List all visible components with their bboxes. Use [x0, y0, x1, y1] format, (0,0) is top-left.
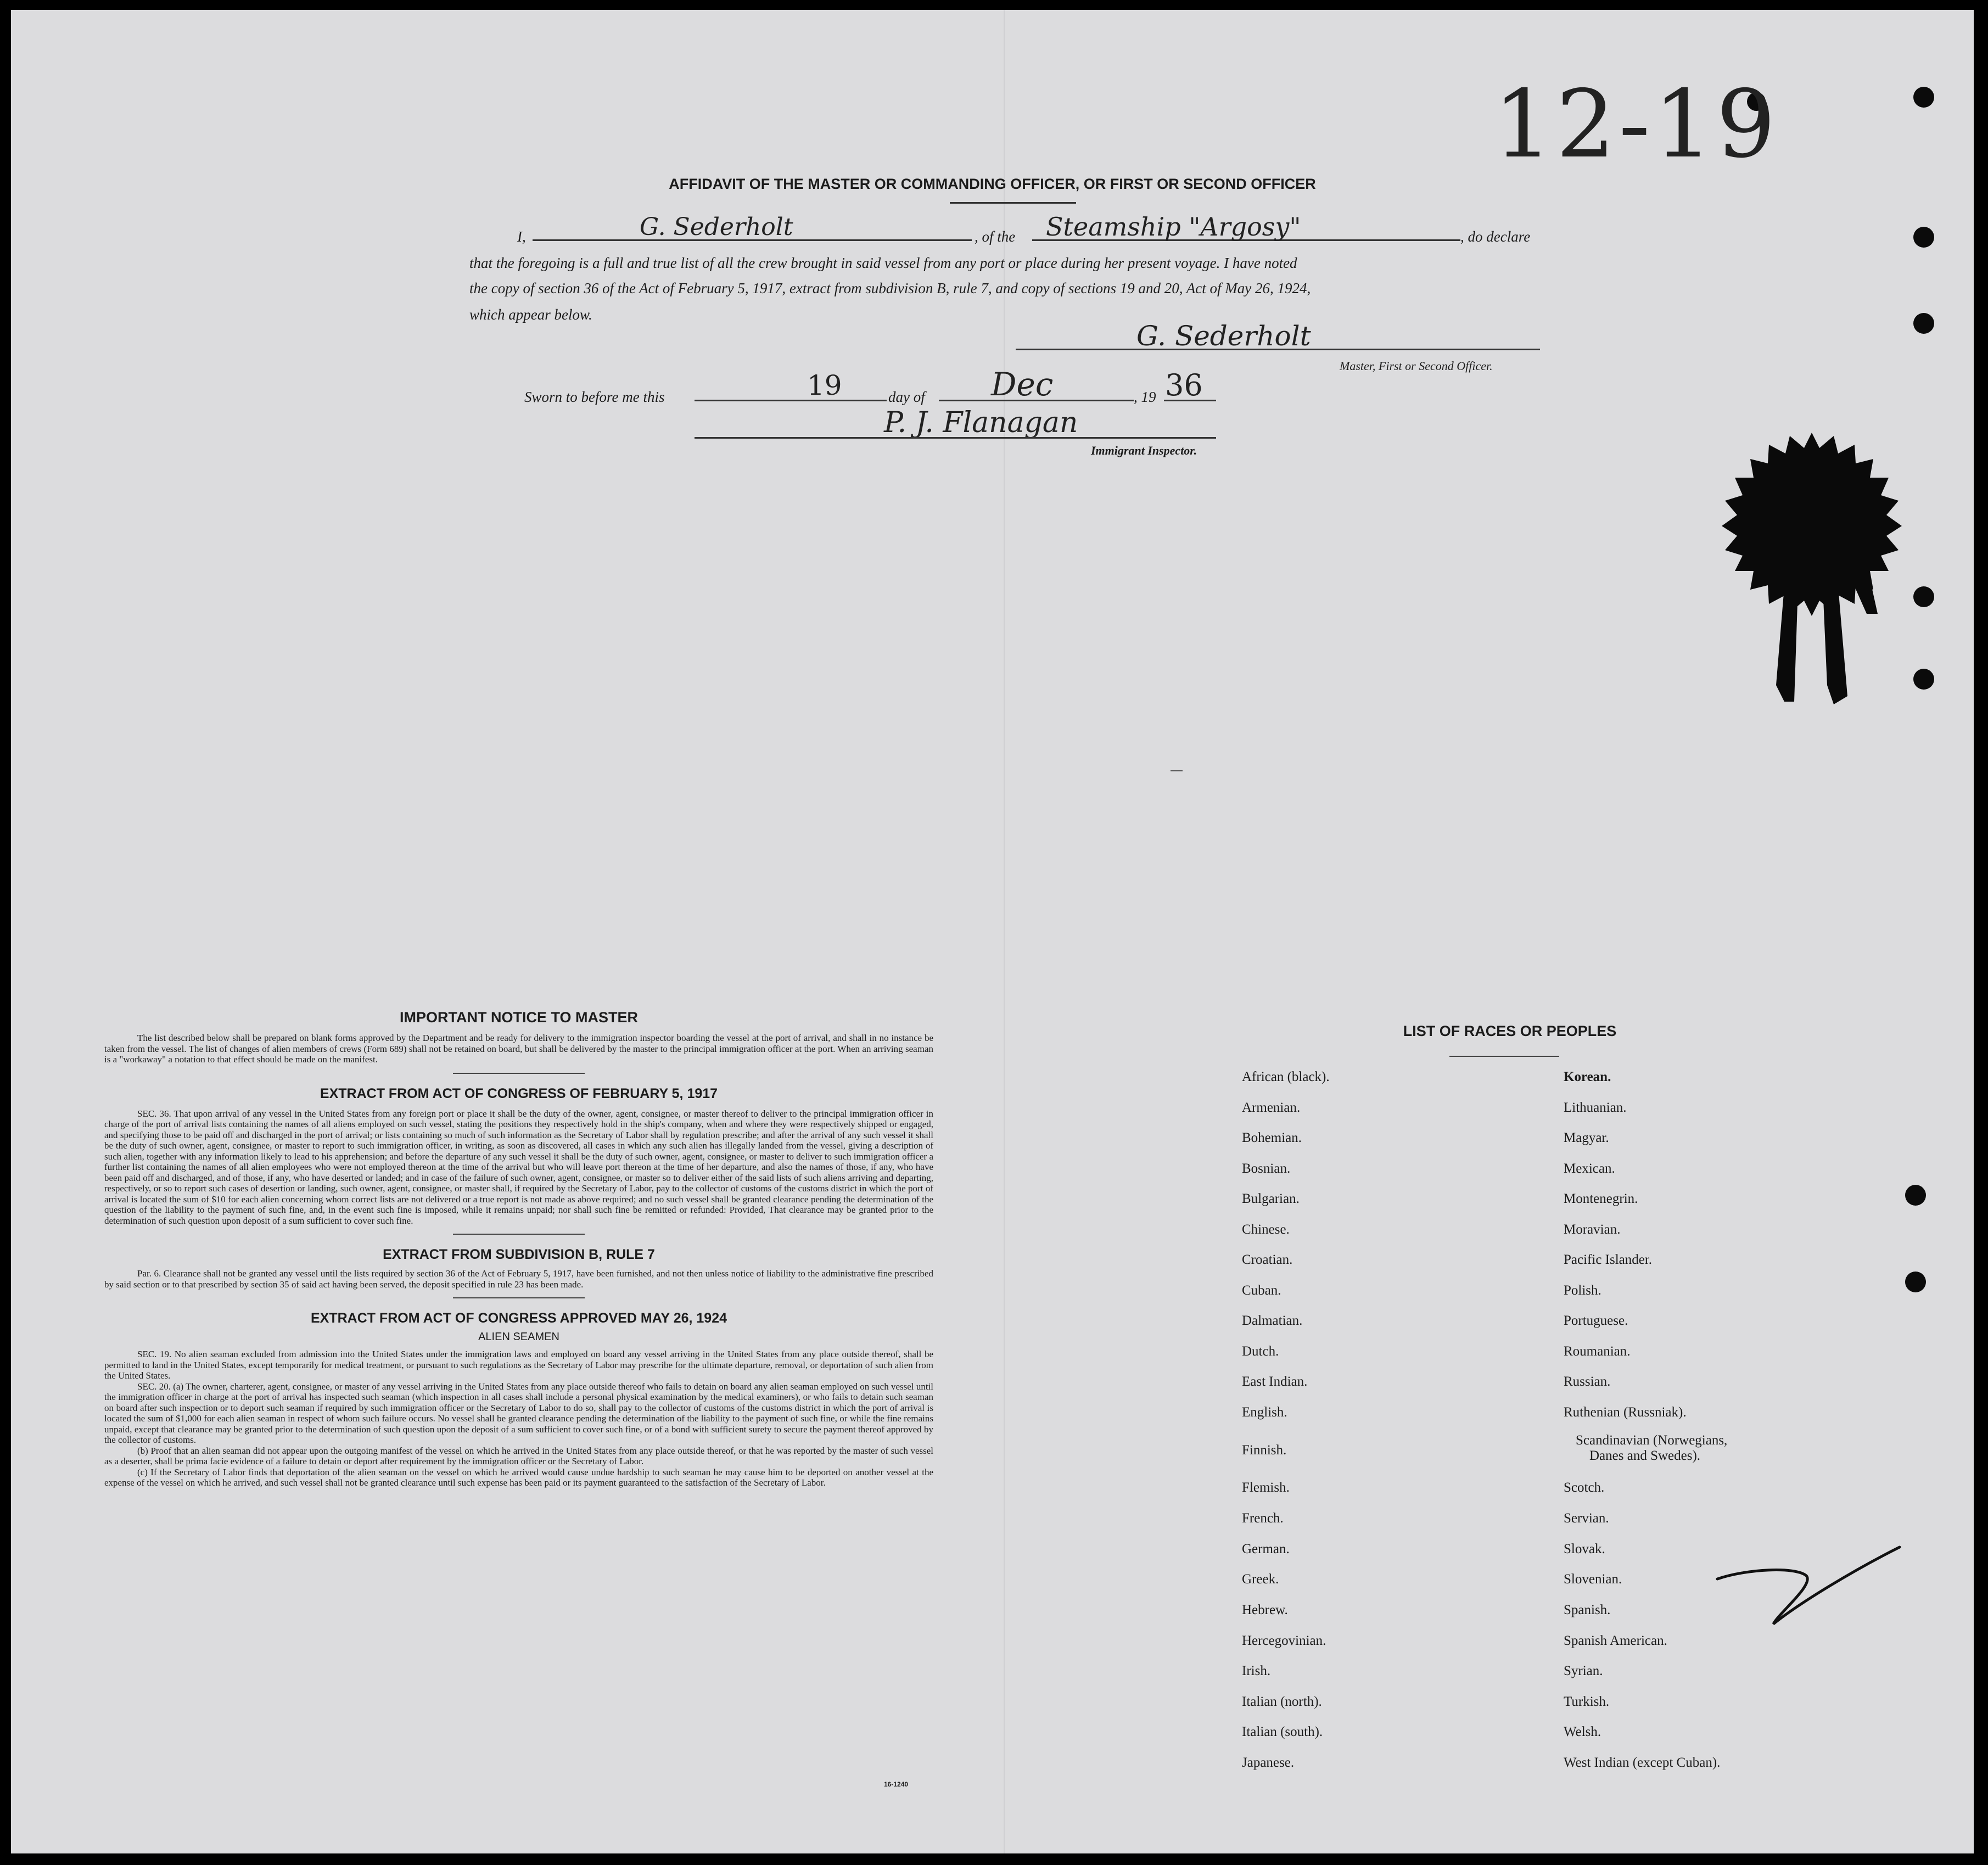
race-item: Bohemian. — [1242, 1130, 1302, 1145]
race-item: Bulgarian. — [1242, 1191, 1300, 1206]
race-item: English. — [1242, 1405, 1287, 1420]
race-item: Cuban. — [1242, 1283, 1281, 1298]
race-item: Ruthenian (Russniak). — [1564, 1405, 1687, 1420]
do-declare-text: , do declare — [1460, 228, 1531, 245]
sec20c-text: (c) If the Secretary of Labor finds that deportation of the alien seaman on the vessel on which he arrived would cause undue hardship to such seaman he may cause him to be deported on another vessel at the expense of the vessel on which he arrived, and such vessel shall not be granted clearance until such expense has been paid or its payment guaranteed to the satisfaction of the Secretary of Labor. — [104, 1466, 933, 1488]
vessel-line-overbar — [950, 202, 1076, 204]
binder-hole — [1905, 1185, 1926, 1206]
race-item: Portuguese. — [1564, 1313, 1628, 1328]
binder-hole — [1913, 87, 1934, 108]
race-item: West Indian (except Cuban). — [1564, 1755, 1721, 1770]
race-item: Irish. — [1242, 1664, 1271, 1678]
stray-mark — [1171, 765, 1183, 771]
race-item: Moravian. — [1564, 1222, 1621, 1237]
sec19-text: SEC. 19. No alien seaman excluded from admission into the United States under the immigration laws and employed on board any vessel arriving in the United States from any place outside thereof, shall be permitted to land in the United States, except temporarily for medical treatment, or pursuant to such regulations as the Secretary of Labor may prescribe for the ultimate departure, removal, or deportation of such alien from the United States. — [104, 1349, 933, 1381]
race-item: Spanish American. — [1564, 1633, 1667, 1648]
sworn-day-handwritten: 19 — [807, 369, 842, 401]
of-the-text: , of the — [975, 228, 1016, 245]
race-item: Korean. — [1564, 1069, 1611, 1084]
master-name-handwritten: G. Sederholt — [640, 213, 793, 241]
extract-1924-subtitle: ALIEN SEAMEN — [478, 1331, 559, 1343]
affidavit-body-line-3: which appear below. — [469, 306, 592, 323]
race-item: Mexican. — [1564, 1161, 1615, 1176]
race-item: Italian (north). — [1242, 1694, 1322, 1709]
separator-rule — [453, 1073, 585, 1074]
extract-1917-text: SEC. 36. That upon arrival of any vessel in the United States from any foreign port or place it shall be the duty of the owner, agent, consignee, or master thereof to deliver to the principal immigration officer in charge of the port of arrival lists containing the names of all aliens employed on such vessel, stating the positions they respectively hold in the ship's company, when and where they were respectively shipped or engaged, and specifying those to be paid off and discharged in the port of arrival; or lists containing so much of such information as the Secretary of Labor shall by regulation prescribe; and after the arrival of any such vessel it shall be the duty of such owner, agent, consignee, or master to report to such immigration officer, in writing, as soon as discovered, all cases in which any such alien has illegally landed from the vessel, giving a description of such alien, together with any information likely to lead to his apprehension; and before the departure of any such vessel it shall be the duty of such owner, agent, consignee, or master to deliver to such immigration officer a further list containing the names of all alien employees who were not employed thereon at the time of the arrival but who will leave port thereon at the time of her departure, and also the names of those, if any, who have been paid off and discharged, and of those, if any, who have deserted or landed; and in case of the failure of such owner, agent, consignee, or master so to deliver either of the said lists of such aliens arriving and departing, respectively, or so to report such cases of desertion or landing, such owner, agent, consignee, or master shall, if required by the Secretary of Labor, pay to the collector of customs of the customs district in which the port of arrival is located the sum of $10 for each alien concerning whom correct lists are not delivered or a true report is not made as above required; and no such vessel shall be granted clearance pending the determination of the question of the liability to the payment of such fine, and, in the event such fine is imposed, while it remains unpaid; nor shall such fine be remitted or refunded: Provided, That clearance may be granted prior to the determination of such question upon deposit of a sum sufficient to cover such fine. — [104, 1108, 933, 1226]
separator-rule — [453, 1234, 585, 1235]
file-number: 12-19 — [1493, 70, 1779, 179]
race-item: Pacific Islander. — [1564, 1252, 1653, 1267]
binder-hole — [1913, 227, 1934, 248]
affidavit-body-line-1: that the foregoing is a full and true list of all the crew brought in said vessel from any port or place during her present voyage. I have noted — [469, 255, 1297, 271]
important-notice-text: The list described below shall be prepared on blank forms approved by the Department and be ready for delivery to the immigration inspector boarding the vessel at the port of arrival, and shall in no instance be taken from the vessel. The list of changes of alien members of crews (Form 689) shall not be retained on board, but shall be delivered by the master to the principal immigration officer at the port. When an arriving seaman is a "workaway" a notation to that effect should be made on the manifest. — [104, 1033, 933, 1065]
races-title: LIST OF RACES OR PEOPLES — [1403, 1023, 1617, 1039]
inspector-title: Immigrant Inspector. — [1091, 444, 1197, 457]
race-item: Armenian. — [1242, 1100, 1301, 1115]
race-item: Bosnian. — [1242, 1161, 1291, 1176]
race-item: Hebrew. — [1242, 1603, 1288, 1617]
race-item: Polish. — [1564, 1283, 1601, 1298]
inspector-signature-line — [695, 437, 1216, 439]
affidavit-heading: AFFIDAVIT OF THE MASTER OR COMMANDING OFFICER, OR FIRST OR SECOND OFFICER — [669, 176, 1316, 192]
race-item: Servian. — [1564, 1511, 1609, 1526]
race-item: Dalmatian. — [1242, 1313, 1303, 1328]
inspector-signature: P. J. Flanagan — [884, 406, 1078, 439]
race-item: Scotch. — [1564, 1480, 1605, 1495]
binder-hole — [1905, 1272, 1926, 1292]
race-item: Slovak. — [1564, 1542, 1605, 1556]
race-item: Hercegovinian. — [1242, 1633, 1326, 1648]
form-number: 16-1240 — [884, 1780, 909, 1788]
extract-1924-title: EXTRACT FROM ACT OF CONGRESS APPROVED MAY 26, 1924 — [310, 1310, 727, 1326]
year-suffix-handwritten: 36 — [1165, 368, 1203, 402]
races-title-rule — [1449, 1056, 1559, 1057]
important-notice-section — [104, 1009, 933, 1488]
extract-rule7-title: EXTRACT FROM SUBDIVISION B, RULE 7 — [383, 1247, 655, 1262]
race-item: African (black). — [1242, 1069, 1330, 1084]
separator-rule — [453, 1297, 585, 1298]
sworn-prefix: Sworn to before me this — [524, 389, 665, 405]
officer-signature: G. Sederholt — [1136, 320, 1311, 352]
race-item: Italian (south). — [1242, 1724, 1323, 1739]
race-item: Croatian. — [1242, 1252, 1293, 1267]
affidavit-body-line-2: the copy of section 36 of the Act of February 5, 1917, extract from subdivision B, rule 7, and copy of sections 19 and 20, Act of May 26, 1924, — [469, 280, 1311, 296]
check-mark — [1713, 1536, 1922, 1635]
race-item: Finnish. — [1242, 1443, 1287, 1458]
race-item: Magyar. — [1564, 1130, 1609, 1145]
binder-hole — [1913, 313, 1934, 334]
race-item: Danes and Swedes). — [1589, 1448, 1701, 1463]
race-item: Dutch. — [1242, 1344, 1279, 1359]
race-item: Lithuanian. — [1564, 1100, 1627, 1115]
race-item: Roumanian. — [1564, 1344, 1631, 1359]
sworn-day-line — [695, 400, 887, 401]
sec20b-text: (b) Proof that an alien seaman did not appear upon the outgoing manifest of the vessel on which he arrived in the United States from any place outside thereof, or that he was reported by the master of such vessel as a deserter, shall be prima facie evidence of a failure to detain or deport after requirement by the immigration officer or the Secretary of Labor. — [104, 1445, 933, 1466]
race-item: Scandinavian (Norwegians, — [1576, 1433, 1728, 1448]
signer-title: Master, First or Second Officer. — [1340, 359, 1493, 373]
sec20a-text: SEC. 20. (a) The owner, charterer, agent, consignee, or master of any vessel arriving in the United States from any place outside thereof who fails to detain on board any alien seaman employed on such vessel until the immigration officer in charge at the port of arrival has inspected such seaman (which inspection in all cases shall include a personal physical examination by the medical examiners), or who fails to detain such seaman on board after such inspection or to deport such seaman if required by such immigration officer or the Secretary of Labor to do so, shall pay to the collector of customs of the customs district in which the port of arrival is located the sum of $1,000 for each alien seaman in respect of whom such failure occurs. No vessel shall be granted clearance pending the determination of the liability to the payment of such fine, or while the fine remains unpaid, except that clearance may be granted prior to the determination of such question upon the deposit of a sum sufficient to cover such fine, or of a bond with sufficient surety to secure the payment thereof approved by the collector of customs. — [104, 1381, 933, 1445]
race-item: Russian. — [1564, 1374, 1611, 1389]
race-item: German. — [1242, 1542, 1290, 1556]
race-item: Slovenian. — [1564, 1572, 1622, 1587]
sworn-month-handwritten: Dec — [991, 366, 1054, 403]
race-item: Welsh. — [1564, 1724, 1601, 1739]
day-of-text: day of — [888, 389, 925, 405]
race-item: Japanese. — [1242, 1755, 1295, 1770]
race-item: Montenegrin. — [1564, 1191, 1638, 1206]
extract-rule7-text: Par. 6. Clearance shall not be granted any vessel until the lists required by section 36 of the Act of February 5, 1917, have been furnished, and not then unless notice of liability to the administrative fine prescribed by said section or to that prescribed by section 35 of said act having been served, the deposit specified in rule 23 has been made. — [104, 1268, 933, 1290]
race-item: Turkish. — [1564, 1694, 1610, 1709]
race-item: Chinese. — [1242, 1222, 1290, 1237]
vessel-name-handwritten: Steamship "Argosy" — [1046, 212, 1301, 242]
wax-seal — [1702, 427, 1922, 713]
year-line — [1164, 400, 1216, 401]
race-item: East Indian. — [1242, 1374, 1308, 1389]
race-item: Flemish. — [1242, 1480, 1290, 1495]
officer-signature-line — [1016, 349, 1540, 350]
year-prefix: , 19 — [1134, 389, 1156, 405]
important-notice-title: IMPORTANT NOTICE TO MASTER — [400, 1009, 638, 1026]
extract-1917-title: EXTRACT FROM ACT OF CONGRESS OF FEBRUARY 5, 1917 — [320, 1085, 718, 1101]
document-sheet — [11, 10, 1974, 1853]
race-item: Spanish. — [1564, 1603, 1611, 1617]
lead-text: I, — [517, 228, 526, 245]
race-item: Syrian. — [1564, 1664, 1603, 1678]
race-item: French. — [1242, 1511, 1284, 1526]
race-item: Greek. — [1242, 1572, 1279, 1587]
